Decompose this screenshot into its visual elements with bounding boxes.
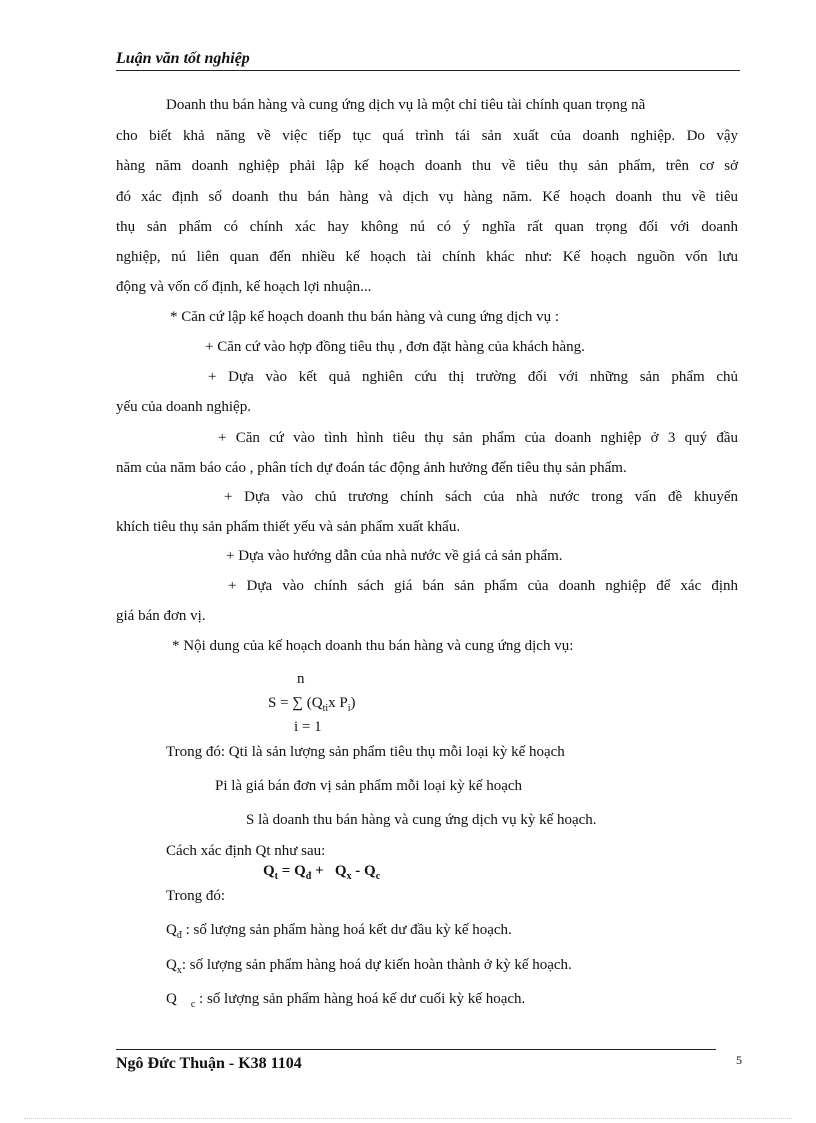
qd-sub: đ (305, 871, 312, 882)
where-label: Trong đó: (166, 888, 226, 904)
qd-def-text: : số lượng sản phẩm hàng hoá kết dư đầu kỳ kế hoạch. (181, 922, 512, 938)
paragraph1-line3: hàng năm doanh nghiệp phải lập kế hoạch doanh thu về tiêu thụ sản phẩm, trên cơ sở (116, 158, 738, 174)
formula-sub-ti: ti (322, 703, 329, 714)
qt-symbol: Q (263, 863, 275, 879)
formula-sub-i: i (347, 703, 351, 714)
qt-sub: t (274, 871, 279, 882)
formula-close: ) (350, 695, 356, 711)
qt-plus: + (311, 863, 335, 879)
formula-lhs: S = ∑ (Q (268, 695, 323, 711)
definition-pi: Pi là giá bán đơn vị sản phẩm mỗi loại kỳ kế hoạch (215, 778, 523, 794)
qc-def-symbol: Q (166, 991, 177, 1007)
section1-item2-line2: yếu của doanh nghiệp. (116, 399, 251, 415)
header-title: Luận văn tốt nghiệp (116, 50, 250, 67)
section1-item6-line2: giá bán đơn vị. (116, 608, 206, 624)
section1-item4-line2: khích tiêu thụ sản phẩm thiết yếu và sản phẩm xuất khẩu. (116, 519, 461, 535)
qx-def-sub: x (176, 965, 182, 976)
definition-s: S là doanh thu bán hàng và cung ứng dịch vụ kỳ kế hoạch. (246, 812, 597, 828)
footer-rule (116, 1049, 716, 1050)
page-number: 5 (736, 1053, 742, 1067)
section1-item1: + Căn cứ vào hợp đồng tiêu thụ , đơn đặt hàng của khách hàng. (205, 339, 585, 355)
formula-mid: x P (328, 695, 348, 711)
formula-sum-lower-limit: i = 1 (294, 719, 322, 735)
formula-sum-upper-limit: n (297, 671, 305, 687)
paragraph1-line1: Doanh thu bán hàng và cung ứng dịch vụ là một chỉ tiêu tài chính quan trọng nã (166, 97, 646, 113)
section1-heading: * Căn cứ lập kế hoạch doanh thu bán hàng và cung ứng dịch vụ : (170, 309, 560, 325)
section1-item3-line1: + Căn cứ vào tình hình tiêu thụ sản phẩm của doanh nghiệp ở 3 quý đầu (218, 430, 738, 446)
revenue-formula (268, 695, 356, 714)
qd-symbol: Q (294, 863, 306, 879)
qx-def-text: : số lượng sản phẩm hàng hoá dự kiến hoàn thành ở kỳ kế hoạch. (181, 957, 572, 973)
section2-heading: * Nội dung của kế hoạch doanh thu bán hàng và cung ứng dịch vụ: (172, 638, 574, 654)
qd-def-sub: đ (176, 930, 182, 941)
qx-sub: x (346, 871, 352, 882)
footer-author: Ngô Đức Thuận - K38 1104 (116, 1055, 302, 1072)
paragraph1-line6: nghiệp, nú liên quan đến nhiều kế hoạch tài chính khác như: Kế hoạch nguồn vốn lưu (116, 249, 738, 265)
definition-qti: Trong đó: Qti là sản lượng sản phẩm tiêu thụ mỗi loại kỳ kế hoạch (166, 744, 565, 760)
section1-item2-line1: + Dựa vào kết quả nghiên cứu thị trường đối với những sản phẩm chủ (208, 369, 738, 385)
paragraph1-line4: đó xác định số doanh thu bán hàng và dịch vụ hàng năm. Kế hoạch doanh thu về tiêu (116, 189, 738, 205)
qc-def-text: : số lượng sản phẩm hàng hoá kế dư cuối kỳ kế hoạch. (195, 991, 526, 1007)
qc-def-sub: c (190, 999, 196, 1010)
definition-qc (166, 989, 525, 1015)
qt-equals: = (278, 863, 295, 879)
paragraph1-line2: cho biết khả năng về việc tiếp tục quá trình tái sản xuất của doanh nghiệp. Do vậy (116, 128, 738, 144)
qc-symbol: Q (364, 863, 376, 879)
qc-sub: c (375, 871, 381, 882)
qx-symbol: Q (334, 863, 347, 879)
definition-qd (166, 920, 512, 946)
qd-def-symbol: Q (166, 922, 177, 938)
qt-formula (263, 863, 380, 882)
paragraph1-line5: thụ sản phẩm có chính xác hay không nú có ý nghĩa rất quan trọng đối với doanh (116, 219, 738, 235)
qx-def-symbol: Q (166, 957, 177, 973)
header-rule (116, 70, 740, 71)
section1-item4-line1: + Dựa vào chủ trương chính sách của nhà nước trong vấn đề khuyến (224, 489, 738, 505)
page-bottom-border (24, 1118, 792, 1119)
qt-minus: - (351, 863, 365, 879)
section1-item3-line2: năm của năm báo cáo , phân tích dự đoán tác động ảnh hưởng đến tiêu thụ sản phẩm. (116, 460, 627, 476)
qt-method-label: Cách xác định Qt như sau: (166, 843, 326, 859)
paragraph1-line7: động và vốn cố định, kế hoạch lợi nhuận... (116, 279, 372, 295)
section1-item5: + Dựa vào hướng dẫn của nhà nước về giá cả sản phẩm. (226, 548, 563, 564)
definition-qx (166, 955, 572, 981)
section1-item6-line1: + Dựa vào chính sách giá bán sản phẩm của doanh nghiệp để xác định (228, 578, 738, 594)
